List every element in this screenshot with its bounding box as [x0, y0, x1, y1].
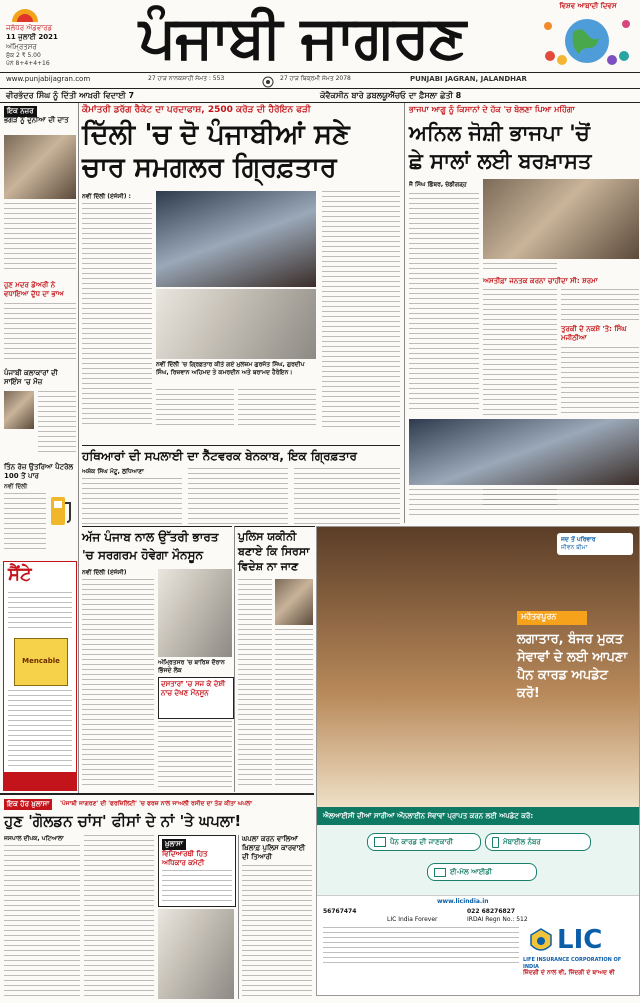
issue-date: 11 ਜੁਲਾਈ 2021 [6, 33, 58, 41]
ad-options-area [317, 825, 639, 895]
ad-tagline: ਜ਼ਿੰਦਗੀ ਦੇ ਨਾਲ ਵੀ, ਜ਼ਿੰਦਗੀ ਦੇ ਬਾਅਦ ਵੀ [523, 969, 615, 976]
masthead-title: ਪੰਜਾਬੀ ਜਾਗਰਣ [138, 3, 466, 71]
monsoon-body-col2 [158, 721, 232, 789]
ad-social: LIC India Forever [387, 916, 438, 923]
mobile-icon [492, 837, 499, 848]
ad-cta-bar [317, 807, 639, 825]
left-story1-photo [4, 135, 76, 199]
left-story2-body [4, 303, 76, 361]
lead-dateline: ਨਵੀਂ ਦਿੱਲੀ (ਏਜੰਸੀ) : [82, 193, 131, 200]
arms-headline: ਹਥਿਆਰਾਂ ਦੀ ਸਪਲਾਈ ਦਾ ਨੈੱਟਵਰਕ ਬੇਨਕਾਬ, ਇਕ ਗ੍ਰਿਫ਼ਤਾਰ [82, 449, 357, 463]
bottom-byline: ਜਸਪਾਲ ਦੀਪਕ, ਪਟਿਆਲਾ [4, 835, 64, 842]
left-story1-body [4, 203, 76, 273]
police-headline-line2: ਬਣਾਏ ਕਿ ਸਿਰਸਾ [238, 545, 310, 558]
left-story4-title: ਤਿੰਨ ਰੋਜ਼ ਉਤਰਿਆ ਪੈਟਰੋਲ 100 ਤੋਂ ਪਾਰ [4, 463, 74, 480]
samvat-nanakshahi: 27 ਹਾੜ ਨਾਨਕਸ਼ਾਹੀ ਸੰਮਤ : 553 [148, 75, 225, 82]
bottom-side-box1-title: ਵਿਦਿਆਰਥੀ ਹਿਤ ਅਧਿਕਾਰ ਕਮੇਟੀ [162, 850, 208, 867]
left-ad-details [8, 690, 72, 768]
monsoon-photo-caption: ਅੰਮ੍ਰਿਤਸਰ 'ਚ ਬਾਰਿਸ਼ ਦੌਰਾਨ ਭਿੱਜਦੇ ਲੋਕ [158, 659, 225, 674]
left-story1-tag: ਇਕ ਨਜ਼ਰ [4, 106, 37, 117]
ad-logo-line1: ਜਦ ਤੋਂ ਪਰਿਵਾਰ [561, 536, 596, 543]
ad-logo-badge [557, 533, 633, 555]
monsoon-box [158, 677, 234, 719]
bottom-side-box2-title: ਘਪਲਾ ਕਰਨ ਵਾਲਿਆਂ ਖ਼ਿਲਾਫ਼ ਪੁਲਿਸ ਕਾਰਵਾਈ ਦੀ ਤਿਆਰੀ [242, 835, 306, 861]
lic-logo-icon [529, 927, 553, 955]
right-headline-line2: ਛੇ ਸਾਲਾਂ ਲਈ ਬਰਖ਼ਾਸਤ [409, 148, 592, 173]
publisher-line: PUNJABI JAGRAN, JALANDHAR [410, 75, 527, 83]
edition-label: ਜਲੰਧਰ ਐਡਵਾਰਡ [6, 24, 53, 32]
ad-phone: 022 68276827 [467, 908, 516, 915]
lead-headline-line1: ਦਿੱਲੀ 'ਚ ਦੋ ਪੰਜਾਬੀਆਂ ਸਣੇ [82, 119, 350, 150]
left-ad-text [8, 592, 72, 632]
ticker-left: ਵੀਰਭੱਦਰ ਸਿੰਘ ਨੂੰ ਦਿੱਤੀ ਆਖ਼ਰੀ ਵਿਦਾਈ 7 [6, 91, 135, 100]
left-ad-brand: ਸੈਂਟੇ [8, 564, 32, 585]
right-photo-leaders [483, 179, 639, 259]
ticker-bar [0, 88, 640, 103]
bottom-body-col1 [4, 845, 80, 999]
left-story4-dateline: ਨਵੀਂ ਦਿੱਲੀ [4, 483, 28, 490]
right-body-col5 [561, 347, 639, 413]
masthead [0, 0, 640, 88]
monsoon-headline-line2: 'ਚ ਸਰਗਰਮ ਹੋਵੇਗਾ ਮੌਨਸੂਨ [82, 548, 203, 562]
ad-badge [517, 611, 587, 625]
lead-body-col1 [82, 203, 152, 427]
ad-brand-full: LIFE INSURANCE CORPORATION OF INDIA [523, 957, 622, 970]
ad-option-email-label: ਈ-ਮੇਲ ਆਈਡੀ [450, 867, 492, 876]
issue-pages: ਪੰਨੇ 8+4+4+16 [6, 60, 50, 67]
bottom-kicker-text: 'ਪੰਜਾਬੀ ਜਾਗਰਣ' ਦੀ 'ਫਰਜ਼ਿਲਿਟੀ' 'ਚ ਫਰਜ਼ ਨਾਲ ਜਾਅਲੀ ਰਸੀਦ ਦਾ ਤੋੜ ਕੀਤਾ ਘਪਲਾ [60, 800, 252, 807]
right-headline-line1: ਅਨਿਲ ਜੋਸ਼ੀ ਭਾਜਪਾ 'ਚੋਂ [409, 120, 590, 145]
arms-story [82, 445, 400, 526]
police-body [238, 579, 272, 789]
arms-body-col3 [294, 468, 400, 526]
ticker-right: ਕੋਵੈਕਸੀਨ ਬਾਰੇ ਡਬਲਯੂਐੱਚਓ ਦਾ ਫ਼ੈਸਲਾ ਛੇਤੀ 8 [320, 91, 462, 100]
fuel-pump-icon [48, 491, 76, 527]
right-kicker: ਭਾਜਪਾ ਆਗੂ ਨੂੰ ਕਿਸਾਨਾਂ ਦੇ ਹੱਕ 'ਚ ਬੋਲਣਾ ਪਿਆ ਮਹਿੰਗਾ [409, 105, 575, 114]
monsoon-photo [158, 569, 232, 657]
ad-irdai: IRDAI Regn No.: 512 [467, 916, 528, 923]
bottom-side-box2 [238, 835, 313, 999]
issue-price: ਸੁੱਕ 2 ₹ 5.00 [6, 52, 41, 59]
ad-option-mobile[interactable] [485, 833, 591, 851]
right-sub2: ਤੁਰਕੀ ਦੇ ਨਕਸ਼ੇ 'ਤੇ: ਸਿੰਘ ਮਜੀਠੀਆ [561, 325, 627, 342]
police-headline-line1: ਪੁਲਿਸ ਯਕੀਨੀ [238, 530, 297, 543]
ad-option-pan-label: ਪੈਨ ਕਾਰਡ ਦੀ ਜਾਣਕਾਰੀ [390, 837, 453, 846]
ad-footer-fineprint [323, 927, 519, 967]
bottom-side-box1-tag: ਖ਼ੁਲਾਸਾ [162, 839, 186, 850]
website-link[interactable]: www.punjabijagran.com [6, 75, 91, 83]
bottom-headline: ਹੁਣ 'ਗੋਲਡਨ ਚਾਂਸ' ਫੀਸਾਂ ਦੇ ਨਾਂ 'ਤੇ ਘਪਲਾ! [4, 812, 242, 830]
monsoon-dateline: ਨਵੀਂ ਦਿੱਲੀ (ਏਜੰਸੀ) [82, 569, 127, 576]
left-story4-body [4, 493, 46, 553]
bottom-photo [158, 909, 234, 999]
lead-story [82, 103, 400, 443]
lead-heroin-photo [156, 289, 316, 359]
bottom-kicker-tag: ਇਕ ਹੋਰ ਖ਼ੁਲਾਸਾ [4, 799, 52, 810]
right-body-bottom [409, 489, 639, 519]
jagran-logo-icon [10, 6, 40, 24]
monsoon-story [82, 526, 232, 792]
left-story2-title: ਹੁਣ ਮਦਰ ਡੇਅਰੀ ਨੇ ਵਧਾਇਆ ਦੁੱਧ ਦਾ ਭਾਅ [4, 281, 64, 298]
bottom-side-box1 [158, 835, 236, 907]
lead-body-col4 [322, 191, 400, 429]
bottom-story [0, 793, 314, 1003]
ad-website[interactable]: www.licindia.in [437, 898, 489, 905]
left-story3-body [38, 391, 76, 455]
monsoon-box-title: ਦਸਤਾਰਾਂ 'ਚ ਸਜ ਕੇ ਦੇਸ਼ੀ ਨਾਚ ਦੇਖਣ ਮੌਨਸੂਨ [161, 680, 226, 697]
left-ad-footer [4, 772, 76, 790]
lead-photo-caption: ਨਵੀਂ ਦਿੱਲੀ 'ਚ ਗ੍ਰਿਫ਼ਤਾਰ ਕੀਤੇ ਗਏ ਮੁਲਜ਼ਮ ਗੁਰਜੋਤ ਸਿੰਘ, ਗੁਰਦੀਪ ਸਿੰਘ, ਰਿਜ਼ਵਾਨ ਅਹਿਮਦ ਤੇ ਕਮਰਦੀਨ ਅਤੇ ਬਰਾਮਦ ਹੈਰੋਇਨ। [156, 361, 305, 376]
edition-city: ਅੰਮ੍ਰਿਤਸਰ [6, 43, 37, 51]
lead-accused-photos [156, 191, 316, 287]
left-story3-title: ਪੰਜਾਬੀ ਕਲਾਕਾਰਾਂ ਦੀ ਸਾਇੰਸ 'ਚ ਮੌਜ਼ [4, 369, 58, 386]
arms-body-col1 [82, 478, 182, 526]
ad-option-email[interactable] [427, 863, 537, 881]
right-body-col2 [483, 263, 557, 273]
lead-headline-line2: ਚਾਰ ਸਮਗਲਰ ਗ੍ਰਿਫ਼ਤਾਰ [82, 152, 337, 183]
left-ad-box [3, 561, 77, 791]
right-body-col1 [409, 193, 479, 413]
right-body-col4 [561, 289, 639, 321]
left-column [0, 103, 79, 793]
police-headline-line3: ਵਿਦੇਸ਼ ਨਾ ਜਾਣ [238, 560, 299, 573]
left-ad-product-pack [14, 638, 68, 686]
world-population-graphic [538, 12, 636, 70]
police-story [234, 526, 315, 792]
ad-headline: ਲਗਾਤਾਰ, ਬੰਜਰ ਮੁਕਤ ਸੇਵਾਵਾਂ ਦੇ ਲਈ ਆਪਣਾ ਪੈਨ ਕਾਰਡ ਅਪਡੇਟ ਕਰੋ! [517, 632, 628, 701]
emblem-icon [262, 73, 274, 85]
ad-logo-line2: ਜੀਵਨ ਬੀਮਾ [561, 544, 588, 551]
right-byline: ਜੈ ਸਿੰਘ ਛਿੱਬਰ, ਚੰਡੀਗੜ੍ਹ [409, 181, 467, 188]
samvat-bikrami: 27 ਹਾੜ ਬਿਕ੍ਰਮੀ ਸੰਮਤ 2078 [280, 75, 351, 82]
lead-kicker: ਕੌਮਾਂਤਰੀ ਡਰੱਗ ਰੈਕੇਟ ਦਾ ਪਰਦਾਫਾਸ਼, 2500 ਕਰੋੜ ਦੀ ਹੈਰੋਇਨ ਫੜੀ [82, 105, 311, 115]
left-story3-photo [4, 391, 34, 429]
right-sub1: ਅਸਤੀਫ਼ਾ ਜਨਤਕ ਕਰਨਾ ਚਾਹੀਦਾ ਸੀ: ਸ਼ਰਮਾ [483, 277, 598, 285]
bottom-body-col2 [84, 835, 154, 999]
left-story1-title: ਭੰਗੜੇ ਨੂੰ ਦੁਨੀਆ ਦੀ ਦਾਤ [4, 116, 69, 124]
ad-option-mobile-label: ਮੋਬਾਈਲ ਨੰਬਰ [503, 837, 541, 846]
ad-option-pan[interactable] [367, 833, 481, 851]
bottom-side-box2-body [242, 865, 312, 999]
arms-byline: ਅਸ਼ੋਕ ਸਿੰਘ ਮੱਟੂ, ਲੁਧਿਆਣਾ [82, 468, 144, 475]
ad-cta-text: ਐਲਆਈਸੀ ਦੀਆਂ ਸਾਰੀਆਂ ਔਨਲਾਈਨ ਸੇਵਾਵਾਂ ਪ੍ਰਾਪਤ ਕਰਨ ਲਈ ਅਪਡੇਟ ਕਰੋ: [323, 812, 534, 820]
id-card-icon [374, 837, 386, 847]
monsoon-headline-line1: ਅੱਜ ਪੰਜਾਬ ਨਾਲ ਉੱਤਰੀ ਭਾਰਤ [82, 530, 219, 544]
arms-body-col2 [188, 468, 288, 526]
ad-sms: 56767474 [323, 908, 357, 915]
right-photo-gathering [409, 419, 639, 485]
bottom-side-box1-body [162, 870, 232, 902]
ad-footer [317, 923, 639, 995]
monsoon-body-col1 [82, 579, 154, 789]
masthead-rule [0, 72, 640, 73]
ad-brand: LIC [557, 925, 603, 955]
lic-advertisement[interactable] [316, 526, 640, 996]
ad-badge-text: ਮਹੱਤਵਪੂਰਨ [521, 612, 557, 621]
left-ad-product: Mencable [22, 657, 60, 665]
ad-contact-row [317, 895, 639, 924]
email-icon [434, 868, 446, 877]
right-story [404, 103, 639, 523]
special-day-label: ਵਿਸ਼ਵ ਆਬਾਦੀ ਦਿਵਸ [559, 2, 617, 10]
lead-body-col2 [156, 389, 234, 429]
police-photo [275, 579, 313, 625]
lead-body-col3 [238, 389, 316, 429]
police-body-2 [275, 629, 313, 789]
